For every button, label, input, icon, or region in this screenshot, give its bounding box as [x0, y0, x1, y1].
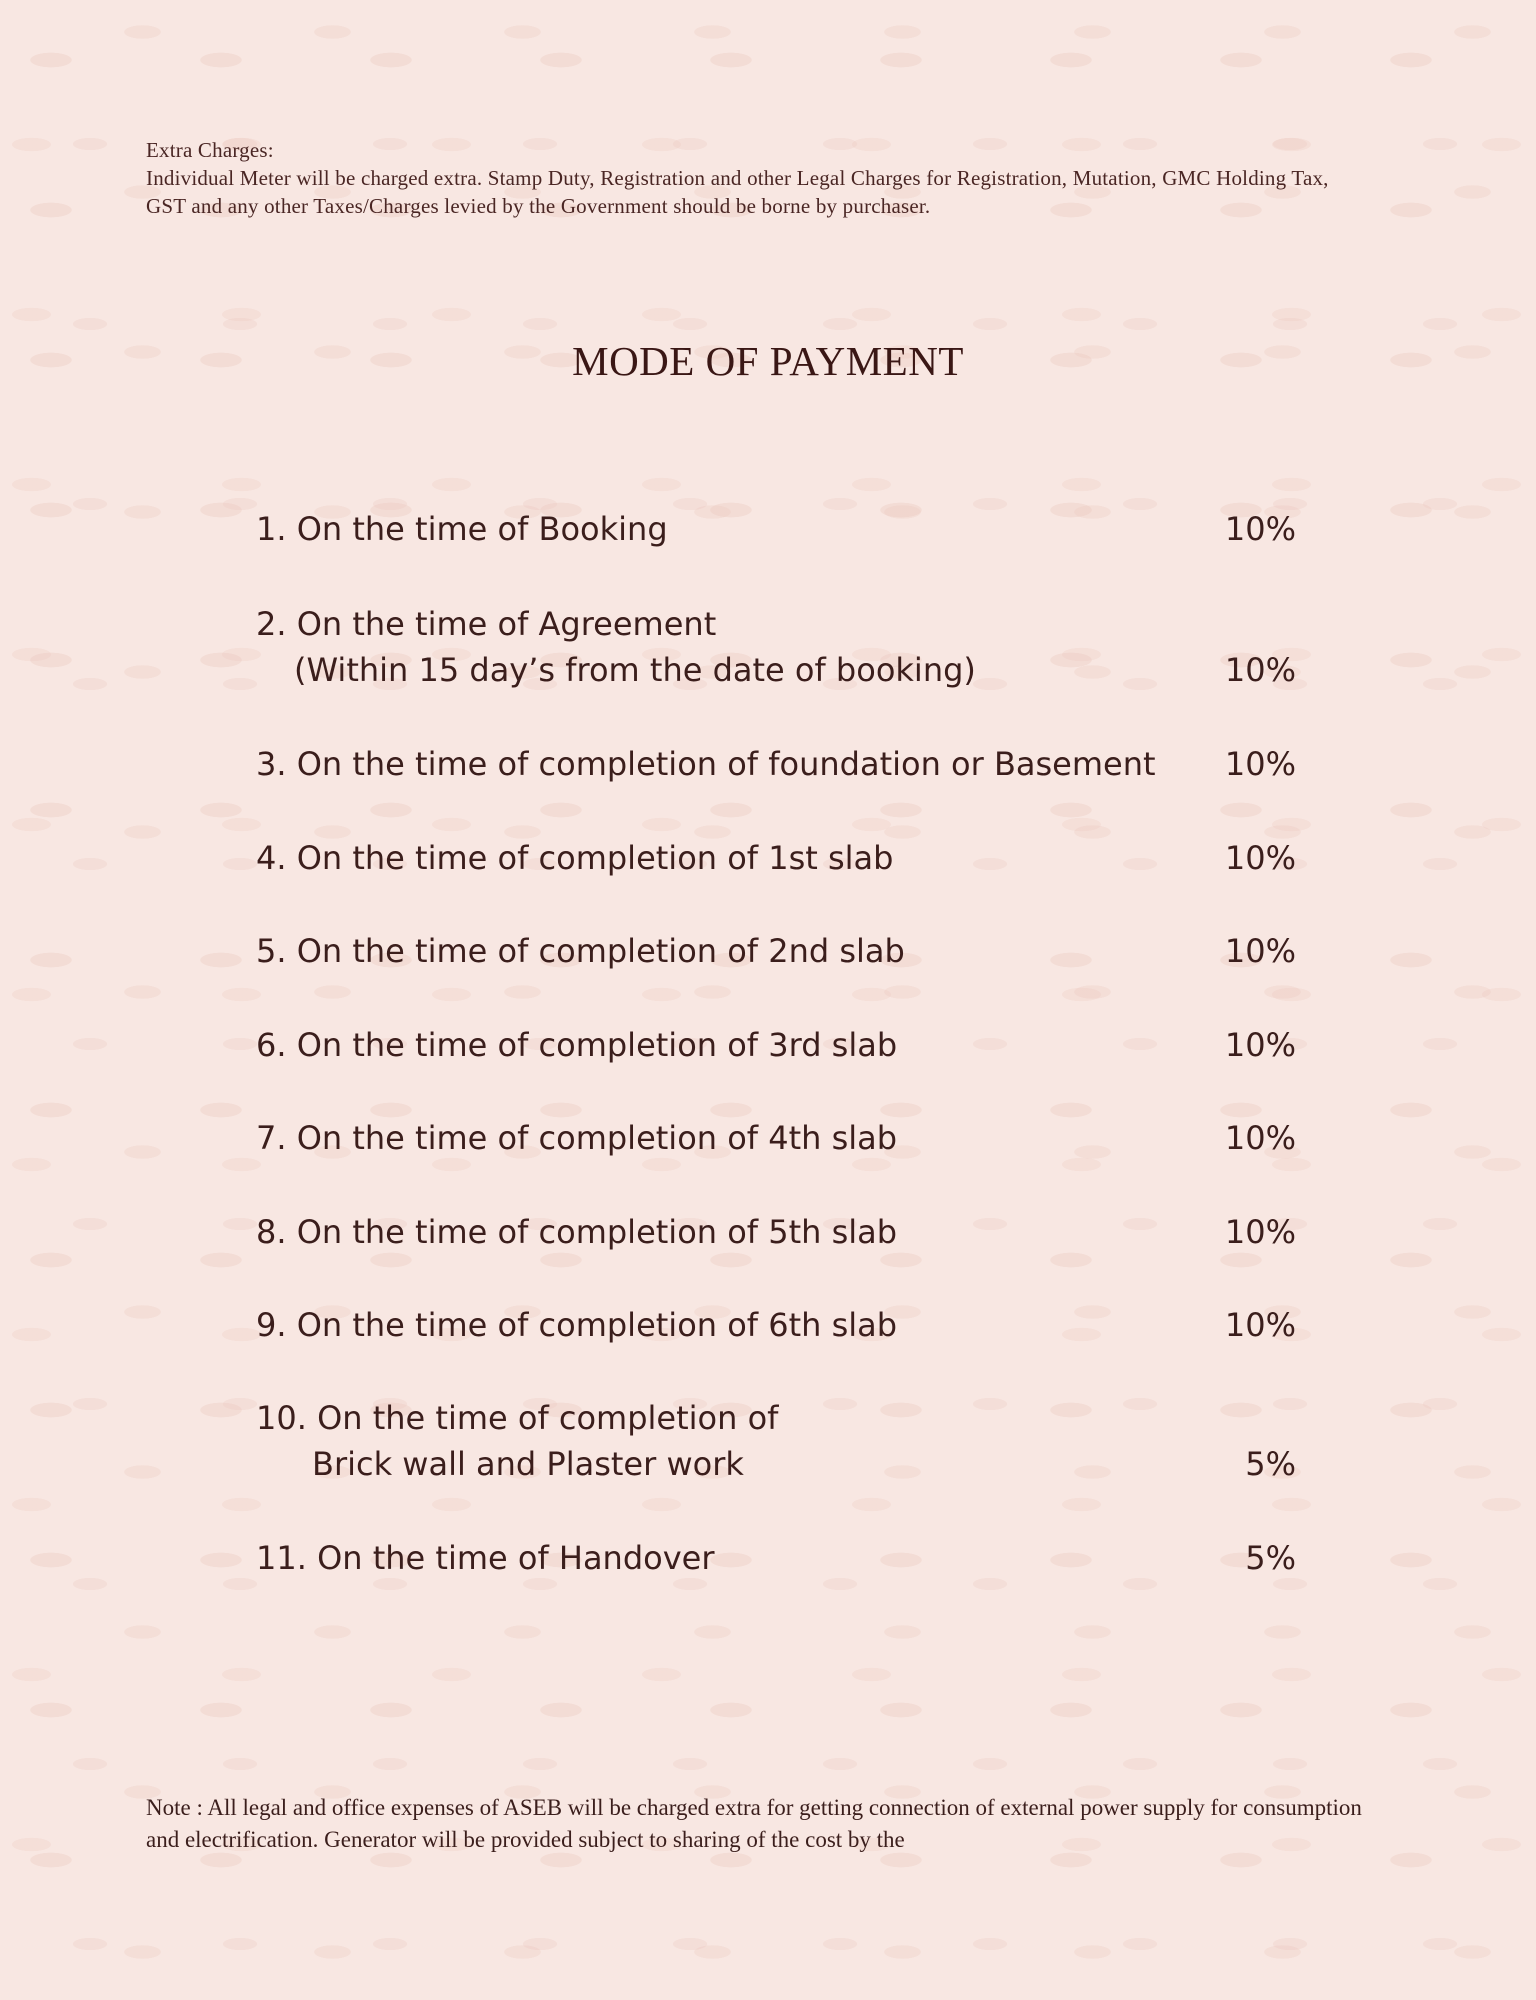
payment-item-label [256, 601, 976, 693]
payment-item-text: 9. On the time of completion of 6th slab [256, 1306, 898, 1344]
footer-note: Note : All legal and office expenses of ASEB will be charged extra for getting connection of external power supply for consumption and electrification. Generator will be provided subject to sharing of the cost by the [146, 1795, 1362, 1852]
payment-item-label [256, 1209, 897, 1255]
payment-item-text: 8. On the time of completion of 5th slab [256, 1213, 898, 1251]
payment-item-label [256, 1395, 778, 1487]
payment-item-percent: 10% [1224, 1119, 1296, 1157]
payment-item-percent: 10% [1224, 1306, 1296, 1344]
payment-item-percent: 10% [1224, 745, 1296, 783]
payment-item-label [256, 1302, 897, 1348]
payment-item-percent: 10% [1224, 510, 1296, 548]
payment-item-percent: 10% [1224, 1026, 1296, 1064]
payment-item-label [256, 1022, 897, 1068]
payment-item-text: 3. On the time of completion of foundation or Basement [256, 745, 1156, 783]
payment-schedule [256, 0, 1296, 2000]
payment-item-label [256, 1535, 715, 1581]
payment-item-label [256, 506, 668, 552]
payment-item-percent: 10% [1224, 651, 1296, 689]
payment-item-text: 2. On the time of Agreement [256, 605, 717, 643]
payment-item-label [256, 835, 893, 881]
payment-item-label [256, 1115, 897, 1161]
payment-item-text: 10. On the time of completion of [256, 1399, 779, 1437]
payment-item-text: 5. On the time of completion of 2nd slab [256, 932, 905, 970]
payment-item-percent: 10% [1224, 932, 1296, 970]
payment-item-label [256, 928, 905, 974]
payment-item-label [256, 741, 1156, 787]
payment-item-percent: 5% [1245, 1445, 1296, 1483]
page-title: MODE OF PAYMENT [572, 338, 964, 384]
payment-item-percent: 10% [1224, 839, 1296, 877]
payment-item-text: 4. On the time of completion of 1st slab [256, 839, 894, 877]
payment-item-subtext: (Within 15 day’s from the date of booking) [294, 651, 976, 689]
payment-item-text: 6. On the time of completion of 3rd slab [256, 1026, 898, 1064]
payment-item-text: 7. On the time of completion of 4th slab [256, 1119, 898, 1157]
payment-item-subtext: Brick wall and Plaster work [312, 1445, 744, 1483]
payment-item-text: 1. On the time of Booking [256, 510, 668, 548]
payment-item-percent: 10% [1224, 1213, 1296, 1251]
extra-charges-heading: Extra Charges: [146, 138, 274, 162]
payment-item-percent: 5% [1245, 1539, 1296, 1577]
payment-item-text: 11. On the time of Handover [256, 1539, 715, 1577]
extra-charges-text: Individual Meter will be charged extra. Stamp Duty, Registration and other Legal Charges for Registration, Mutation, GMC Holding Tax, GST and any other Taxes/Charges levied by the Government should be borne by purchaser. [146, 166, 1329, 218]
